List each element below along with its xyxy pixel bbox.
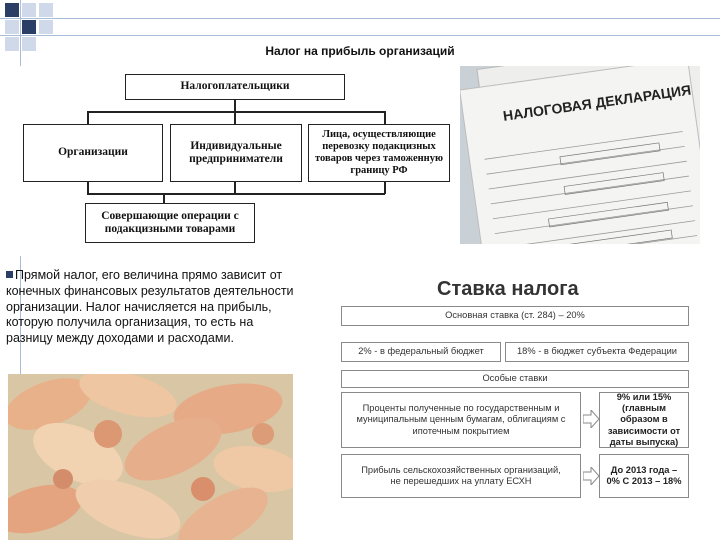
agri-income-box: Прибыль сельскохозяйственных организаций, не перешедших на уплату ЕСХН (341, 454, 581, 498)
federal-budget-box: 2% - в федеральный бюджет (341, 342, 501, 362)
arrow-right-icon (583, 467, 599, 485)
arrow-right-icon (583, 410, 599, 428)
special-rates-box: Особые ставки (341, 370, 689, 388)
diagram-importers-box: Лица, осуществляющие перевозку подакцизных товаров через таможенную границу РФ (308, 124, 450, 182)
regional-budget-box: 18% - в бюджет субъекта Федерации (505, 342, 689, 362)
diagram-excise-box: Совершающие операции с подакцизными товарами (85, 203, 255, 243)
taxpayers-diagram (15, 66, 455, 256)
money-photo (8, 374, 293, 540)
declaration-caption: НАЛОГОВАЯ ДЕКЛАРАЦИЯ (502, 81, 692, 124)
description-content: Прямой налог, его величина прямо зависит от конечных финансовых результатов деятельности организации. Налог начисляется на прибыль, которую получила организация, то есть на разницу между доходами и расходами. (6, 268, 294, 346)
rate-title: Ставка налога (437, 278, 579, 300)
diagram-organizations-box: Организации (23, 124, 163, 182)
bullet-icon (6, 271, 13, 278)
tax-declaration-photo (460, 66, 700, 244)
tax-rate-scheme (307, 270, 720, 540)
diagram-entrepreneurs-box: Индивидуальные предприниматели (170, 124, 302, 182)
main-rate-box: Основная ставка (ст. 284) – 20% (341, 306, 689, 326)
diagram-taxpayers-box: Налогоплательщики (125, 74, 345, 100)
slide-title: Налог на прибыль организаций (265, 44, 455, 58)
interest-rate-box: 9% или 15% (главным образом в зависимости от даты выпуска) (599, 392, 689, 448)
agri-rate-box: До 2013 года – 0% С 2013 – 18% (599, 454, 689, 498)
description-text (6, 268, 296, 347)
interest-income-box: Проценты полученные по государственным и муниципальным ценным бумагам, облигациям с ипотечным покрытием (341, 392, 581, 448)
